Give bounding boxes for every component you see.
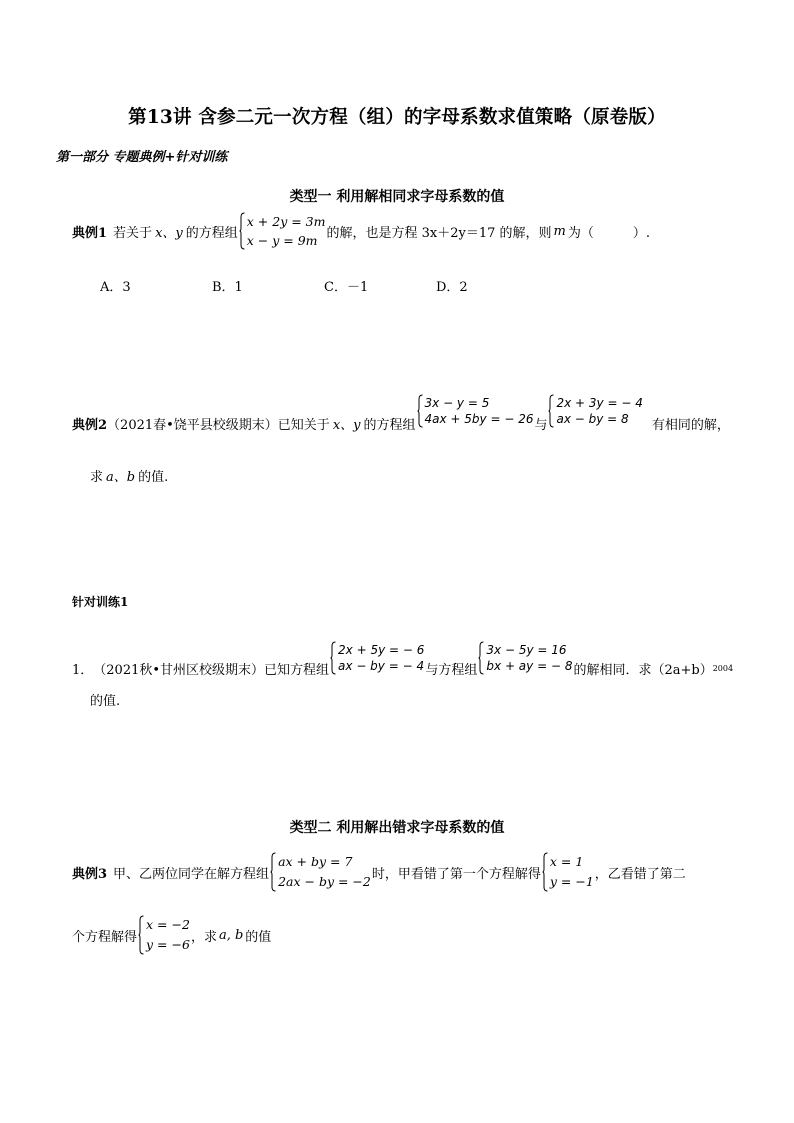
question1-system-b — [478, 641, 572, 675]
type1-heading: 类型一 利用解相同求字母系数的值 — [289, 189, 505, 205]
example2-line2-post: 的值. — [138, 470, 169, 485]
question1-sys-a-eq2: ax − by = − 4 — [338, 659, 425, 673]
example1-text-pre: 若关于 — [113, 225, 153, 241]
brace-icon — [239, 212, 245, 250]
example3-line2-pre: 个方程解得 — [72, 929, 138, 945]
example2-sys-a-eq1: 3x − y = 5 — [424, 396, 490, 410]
choice-d: D．2 — [436, 280, 468, 295]
example3-line2-post2: 的值 — [245, 929, 272, 945]
question1-text-mid: 与方程组 — [425, 662, 478, 678]
example1-text-post1: 的解，也是方程 3x＋2y＝17 的解，则 — [326, 225, 552, 241]
brace-icon — [478, 641, 484, 675]
example2-text-pre: （2021春•饶平县校级期末）已知关于 — [107, 417, 330, 433]
example2-label: 典例2 — [72, 417, 108, 433]
brace-icon — [138, 915, 144, 955]
example1-equation-system — [239, 212, 326, 250]
example3-eq1: ax + by = 7 — [278, 854, 353, 869]
example3 — [72, 852, 686, 892]
type2-heading: 类型二 利用解出错求字母系数的值 — [289, 820, 505, 836]
brace-icon — [548, 394, 554, 428]
question1-text-pre: （2021秋•甘州区校级期末）已知方程组 — [93, 662, 330, 678]
question1-sys-b-eq1: 3x − 5y = 16 — [486, 643, 567, 657]
choice-a: A．3 — [100, 280, 131, 295]
example2-text-post: 有相同的解， — [651, 417, 730, 433]
example3-solution2 — [138, 915, 190, 955]
example2-text-mid: 的方程组 — [363, 417, 416, 433]
question1-text-post: 的解相同．求（2a+b） — [573, 662, 713, 678]
brace-icon — [417, 394, 423, 428]
choice-c: C．－1 — [324, 280, 369, 295]
example3-label: 典例3 — [72, 866, 108, 882]
brace-icon — [542, 852, 548, 892]
example1-var-m: m — [553, 223, 566, 239]
example3-sol2-x: x = −2 — [146, 917, 190, 932]
example2-sys-b-eq2: ax − by = 8 — [556, 412, 629, 426]
example1-text-mid: 的方程组 — [185, 225, 238, 241]
example1-choices — [100, 276, 548, 295]
example3-eq2: 2ax − by = −2 — [278, 874, 371, 889]
example2-line2 — [90, 466, 168, 485]
example2 — [72, 396, 730, 440]
example3-text-post: ，乙看错了第二 — [594, 866, 686, 882]
page-title: 第13讲 含参二元一次方程（组）的字母系数求值策略（原卷版） — [128, 107, 666, 128]
example2-system-a — [417, 394, 534, 428]
example1-eq2: x − y = 9m — [246, 233, 318, 248]
example1-label: 典例1 — [72, 225, 108, 241]
example2-line2-pre: 求 — [90, 470, 104, 485]
example1-text-post2: 为（ ）. — [567, 225, 650, 241]
example3-line2 — [72, 915, 271, 955]
question1-system-a — [330, 641, 424, 675]
question1-line2: 的值. — [90, 694, 121, 709]
example2-conj: 与 — [534, 417, 548, 433]
example2-system-b — [548, 394, 642, 428]
question1-exponent: 2004 — [712, 663, 734, 673]
brace-icon — [270, 852, 276, 892]
example3-sol2-y: y = −6 — [146, 937, 190, 952]
example1-vars: x、y — [155, 225, 183, 241]
example3-text-pre: 甲、乙两位同学在解方程组 — [113, 866, 270, 882]
example2-line2-vars: a、b — [106, 470, 136, 485]
example1-eq1: x + 2y = 3m — [246, 214, 326, 229]
example3-equation-system — [270, 852, 371, 892]
example3-line2-post1: ，求 — [190, 929, 217, 945]
example3-sol1-y: y = −1 — [549, 874, 594, 889]
example3-sol1-x: x = 1 — [549, 854, 584, 869]
practice1-heading: 针对训练1 — [72, 595, 129, 609]
example3-text-mid: 时，甲看错了第一个方程解得 — [371, 866, 541, 882]
question1-number: 1． — [72, 662, 94, 678]
question1 — [72, 643, 734, 685]
brace-icon — [330, 641, 336, 675]
choice-b: B．1 — [212, 280, 243, 295]
part-heading: 第一部分 专题典例+针对训练 — [56, 150, 228, 165]
example3-solution1 — [542, 852, 594, 892]
example2-sys-a-eq2: 4ax + 5by = − 26 — [424, 412, 534, 426]
question1-sys-a-eq1: 2x + 5y = − 6 — [338, 643, 425, 657]
example3-line2-vars: a, b — [218, 927, 244, 943]
example1 — [72, 212, 650, 250]
example2-sys-b-eq1: 2x + 3y = − 4 — [556, 396, 643, 410]
example2-vars: x、y — [332, 417, 361, 433]
question1-sys-b-eq2: bx + ay = − 8 — [486, 659, 573, 673]
